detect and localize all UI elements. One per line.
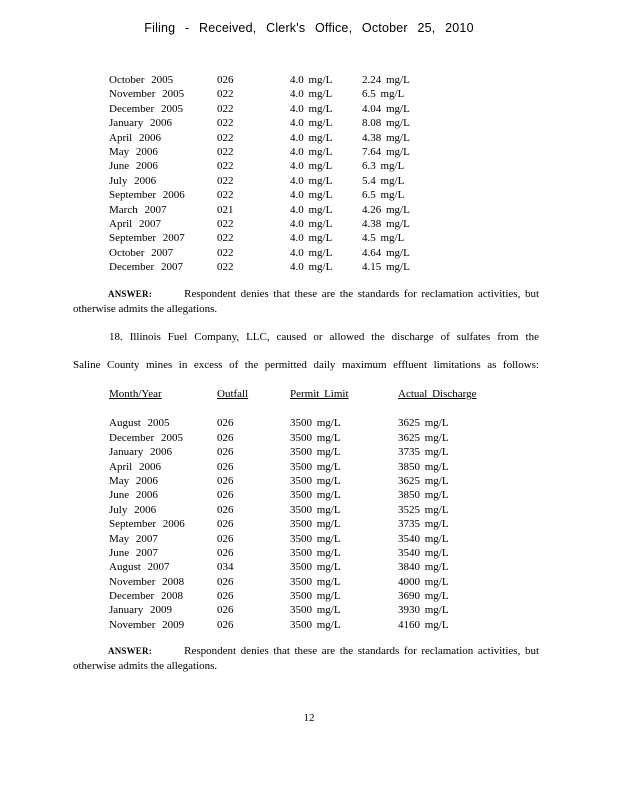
cell-permit-limit: 3500 mg/L: [290, 590, 341, 603]
cell-month: October 2005: [109, 74, 174, 86]
cell-month: May 2006: [109, 145, 158, 158]
cell-month: September 2006: [109, 518, 185, 531]
cell-permit-limit: 3500 mg/L: [290, 503, 341, 516]
cell-permit-limit: 4.0 mg/L: [290, 232, 333, 245]
cell-outfall: 022: [217, 217, 234, 230]
cell-month: July 2006: [109, 174, 157, 187]
answer-label: ANSWER:: [108, 289, 152, 299]
cell-outfall: 026: [217, 546, 234, 559]
cell-outfall: 026: [217, 417, 234, 430]
col-header-outfall: Outfall: [217, 388, 249, 400]
cell-month: October 2007: [109, 246, 174, 259]
cell-permit-limit: 3500 mg/L: [290, 546, 341, 559]
cell-month: January 2006: [109, 117, 172, 130]
cell-outfall: 026: [217, 575, 234, 588]
cell-permit-limit: 4.0 mg/L: [290, 203, 333, 216]
cell-actual: 3840 mg/L: [398, 561, 449, 574]
cell-actual: 3735 mg/L: [398, 446, 449, 459]
cell-actual: 3625 mg/L: [398, 474, 449, 487]
cell-actual: 3850 mg/L: [398, 489, 449, 502]
cell-outfall: 022: [217, 102, 234, 115]
cell-actual: 4.26 mg/L: [362, 203, 410, 216]
cell-outfall: 026: [217, 474, 234, 487]
cell-actual: 3525 mg/L: [398, 503, 449, 516]
cell-outfall: 026: [217, 532, 234, 545]
cell-permit-limit: 3500 mg/L: [290, 417, 341, 430]
cell-permit-limit: 4.0 mg/L: [290, 102, 333, 115]
cell-permit-limit: 4.0 mg/L: [290, 246, 333, 259]
cell-month: December 2007: [109, 261, 183, 274]
cell-outfall: 026: [217, 618, 234, 631]
cell-outfall: 022: [217, 88, 234, 101]
cell-outfall: 026: [217, 431, 234, 444]
cell-permit-limit: 3500 mg/L: [290, 532, 341, 545]
cell-outfall: 026: [217, 503, 234, 516]
cell-month: June 2006: [109, 160, 158, 173]
cell-month: November 2008: [109, 575, 185, 588]
cell-actual: 4160 mg/L: [398, 618, 449, 631]
cell-actual: 6.5 mg/L: [362, 189, 405, 202]
cell-month: August 2005: [109, 417, 170, 430]
cell-outfall: 022: [217, 145, 234, 158]
cell-actual: 6.3 mg/L: [362, 160, 405, 173]
cell-permit-limit: 4.0 mg/L: [290, 131, 333, 144]
cell-actual: 4.5 mg/L: [362, 232, 405, 245]
cell-outfall: 022: [217, 232, 234, 245]
cell-actual: 2.24 mg/L: [362, 74, 410, 86]
cell-permit-limit: 4.0 mg/L: [290, 145, 333, 158]
cell-actual: 3540 mg/L: [398, 532, 449, 545]
cell-actual: 3690 mg/L: [398, 590, 449, 603]
cell-permit-limit: 4.0 mg/L: [290, 160, 333, 173]
cell-permit-limit: 3500 mg/L: [290, 561, 341, 574]
answer-text: Respondent denies that these are the standards for reclamation activities, but otherwise admits the allegations.: [73, 288, 539, 315]
cell-month: September 2006: [109, 189, 185, 202]
cell-month: January 2006: [109, 446, 172, 459]
cell-outfall: 022: [217, 117, 234, 130]
cell-month: August 2007: [109, 561, 170, 574]
cell-month: May 2007: [109, 532, 158, 545]
cell-month: April 2007: [109, 217, 161, 230]
answer-text: Respondent denies that these are the standards for reclamation activities, but otherwise admits the allegations.: [73, 645, 539, 672]
cell-outfall: 034: [217, 561, 234, 574]
cell-outfall: 022: [217, 160, 234, 173]
cell-month: April 2006: [109, 131, 161, 144]
cell-month: July 2006: [109, 503, 157, 516]
cell-permit-limit: 4.0 mg/L: [290, 217, 333, 230]
cell-outfall: 021: [217, 203, 234, 216]
cell-permit-limit: 3500 mg/L: [290, 518, 341, 531]
answer-label: ANSWER:: [108, 646, 152, 656]
cell-actual: 3735 mg/L: [398, 518, 449, 531]
cell-permit-limit: 3500 mg/L: [290, 431, 341, 444]
cell-actual: 4.15 mg/L: [362, 261, 410, 274]
cell-actual: 3625 mg/L: [398, 431, 449, 444]
cell-month: December 2005: [109, 102, 183, 115]
page-number: 12: [303, 712, 315, 724]
cell-outfall: 022: [217, 131, 234, 144]
cell-outfall: 022: [217, 174, 234, 187]
cell-permit-limit: 4.0 mg/L: [290, 189, 333, 202]
cell-permit-limit: 4.0 mg/L: [290, 74, 333, 86]
cell-outfall: 022: [217, 261, 234, 274]
cell-outfall: 026: [217, 489, 234, 502]
cell-outfall: 022: [217, 189, 234, 202]
col-header-permit-limit: Permit Limit: [290, 388, 349, 400]
col-header-actual-discharge: Actual Discharge: [398, 388, 477, 400]
cell-month: June 2006: [109, 489, 158, 502]
cell-actual: 3850 mg/L: [398, 460, 449, 473]
cell-permit-limit: 3500 mg/L: [290, 474, 341, 487]
cell-month: April 2006: [109, 460, 161, 473]
cell-actual: 3625 mg/L: [398, 417, 449, 430]
cell-month: March 2007: [109, 203, 167, 216]
cell-actual: 4.38 mg/L: [362, 217, 410, 230]
cell-permit-limit: 4.0 mg/L: [290, 88, 333, 101]
cell-outfall: 026: [217, 446, 234, 459]
cell-actual: 3930 mg/L: [398, 604, 449, 617]
answer-paragraph-2: [73, 644, 539, 674]
cell-month: November 2009: [109, 618, 185, 631]
cell-actual: 5.4 mg/L: [362, 174, 405, 187]
paragraph-18-line-1: 18. Illinois Fuel Company, LLC, caused or allowed the discharge of sulfates from the: [109, 331, 539, 343]
col-header-month: Month/Year: [109, 388, 162, 400]
cell-actual: 4.38 mg/L: [362, 131, 410, 144]
cell-permit-limit: 3500 mg/L: [290, 618, 341, 631]
filing-header: Filing - Received, Clerk's Office, October 25, 2010: [144, 21, 474, 35]
paragraph-18-line-2: Saline County mines in excess of the permitted daily maximum effluent limitations as follows:: [73, 359, 539, 371]
cell-actual: 4.04 mg/L: [362, 102, 410, 115]
cell-actual: 3540 mg/L: [398, 546, 449, 559]
cell-month: May 2006: [109, 474, 158, 487]
cell-actual: 4000 mg/L: [398, 575, 449, 588]
cell-outfall: 026: [217, 604, 234, 617]
cell-outfall: 026: [217, 518, 234, 531]
cell-month: June 2007: [109, 546, 158, 559]
cell-permit-limit: 3500 mg/L: [290, 460, 341, 473]
cell-actual: 8.08 mg/L: [362, 117, 410, 130]
cell-outfall: 022: [217, 246, 234, 259]
cell-actual: 7.64 mg/L: [362, 145, 410, 158]
cell-month: January 2009: [109, 604, 172, 617]
cell-actual: 4.64 mg/L: [362, 246, 410, 259]
cell-permit-limit: 4.0 mg/L: [290, 174, 333, 187]
cell-permit-limit: 3500 mg/L: [290, 446, 341, 459]
cell-permit-limit: 4.0 mg/L: [290, 261, 333, 274]
cell-month: December 2005: [109, 431, 183, 444]
cell-month: September 2007: [109, 232, 185, 245]
cell-permit-limit: 3500 mg/L: [290, 575, 341, 588]
cell-outfall: 026: [217, 590, 234, 603]
cell-outfall: 026: [217, 74, 234, 86]
answer-paragraph-1: [73, 287, 539, 317]
cell-permit-limit: 3500 mg/L: [290, 604, 341, 617]
cell-month: November 2005: [109, 88, 185, 101]
cell-permit-limit: 4.0 mg/L: [290, 117, 333, 130]
cell-permit-limit: 3500 mg/L: [290, 489, 341, 502]
cell-actual: 6.5 mg/L: [362, 88, 405, 101]
cell-outfall: 026: [217, 460, 234, 473]
cell-month: December 2008: [109, 590, 183, 603]
